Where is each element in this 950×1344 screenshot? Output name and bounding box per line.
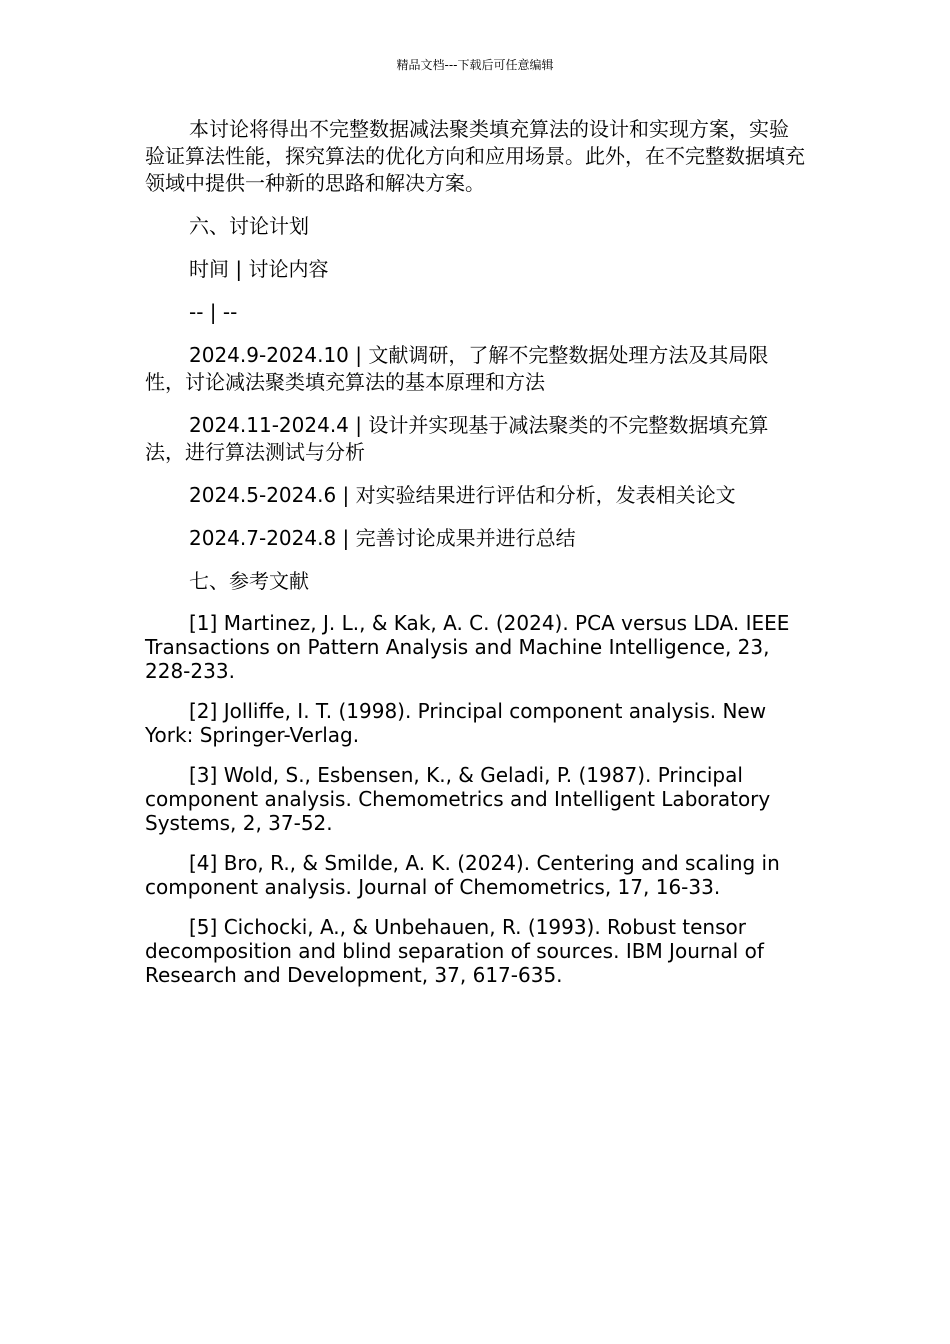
reference-item: [3] Wold, S., Esbensen, K., & Geladi, P. (1987). Principal component analysis. Chemometrics and Intelligent Laboratory Systems, 2, 37-52. [145, 763, 771, 835]
plan-row: 2024.7-2024.8 | 完善讨论成果并进行总结 [189, 526, 576, 550]
reference-item: [1] Martinez, J. L., & Kak, A. C. (2024). PCA versus LDA. IEEE Transactions on Pattern Analysis and Machine Intelligence, 23, 228-233. [145, 611, 790, 683]
intro-paragraph: 本讨论将得出不完整数据减法聚类填充算法的设计和实现方案，实验验证算法性能，探究算法的优化方向和应用场景。此外，在不完整数据填充领域中提供一种新的思路和解决方案。 [145, 117, 805, 195]
plan-row: 2024.5-2024.6 | 对实验结果进行评估和分析，发表相关论文 [189, 483, 736, 507]
plan-row: 2024.11-2024.4 | 设计并实现基于减法聚类的不完整数据填充算法，进行算法测试与分析 [145, 413, 769, 464]
reference-item: [5] Cichocki, A., & Unbehauen, R. (1993). Robust tensor decomposition and blind separation of sources. IBM Journal of Research and Development, 37, 617-635. [145, 915, 764, 987]
reference-item: [4] Bro, R., & Smilde, A. K. (2024). Centering and scaling in component analysis. Journal of Chemometrics, 17, 16-33. [145, 851, 780, 899]
plan-table-separator: -- | -- [189, 300, 238, 324]
section-heading-plan: 六、讨论计划 [189, 214, 309, 238]
page-header: 精品文档---下载后可任意编辑 [396, 58, 554, 72]
reference-item: [2] Jolliffe, I. T. (1998). Principal component analysis. New York: Springer-Verlag. [145, 699, 767, 747]
section-heading-references: 七、参考文献 [189, 569, 309, 593]
plan-row: 2024.9-2024.10 | 文献调研，了解不完整数据处理方法及其局限性，讨论减法聚类填充算法的基本原理和方法 [145, 343, 769, 394]
document-body [145, 116, 805, 1003]
plan-table-header: 时间 | 讨论内容 [189, 257, 329, 281]
